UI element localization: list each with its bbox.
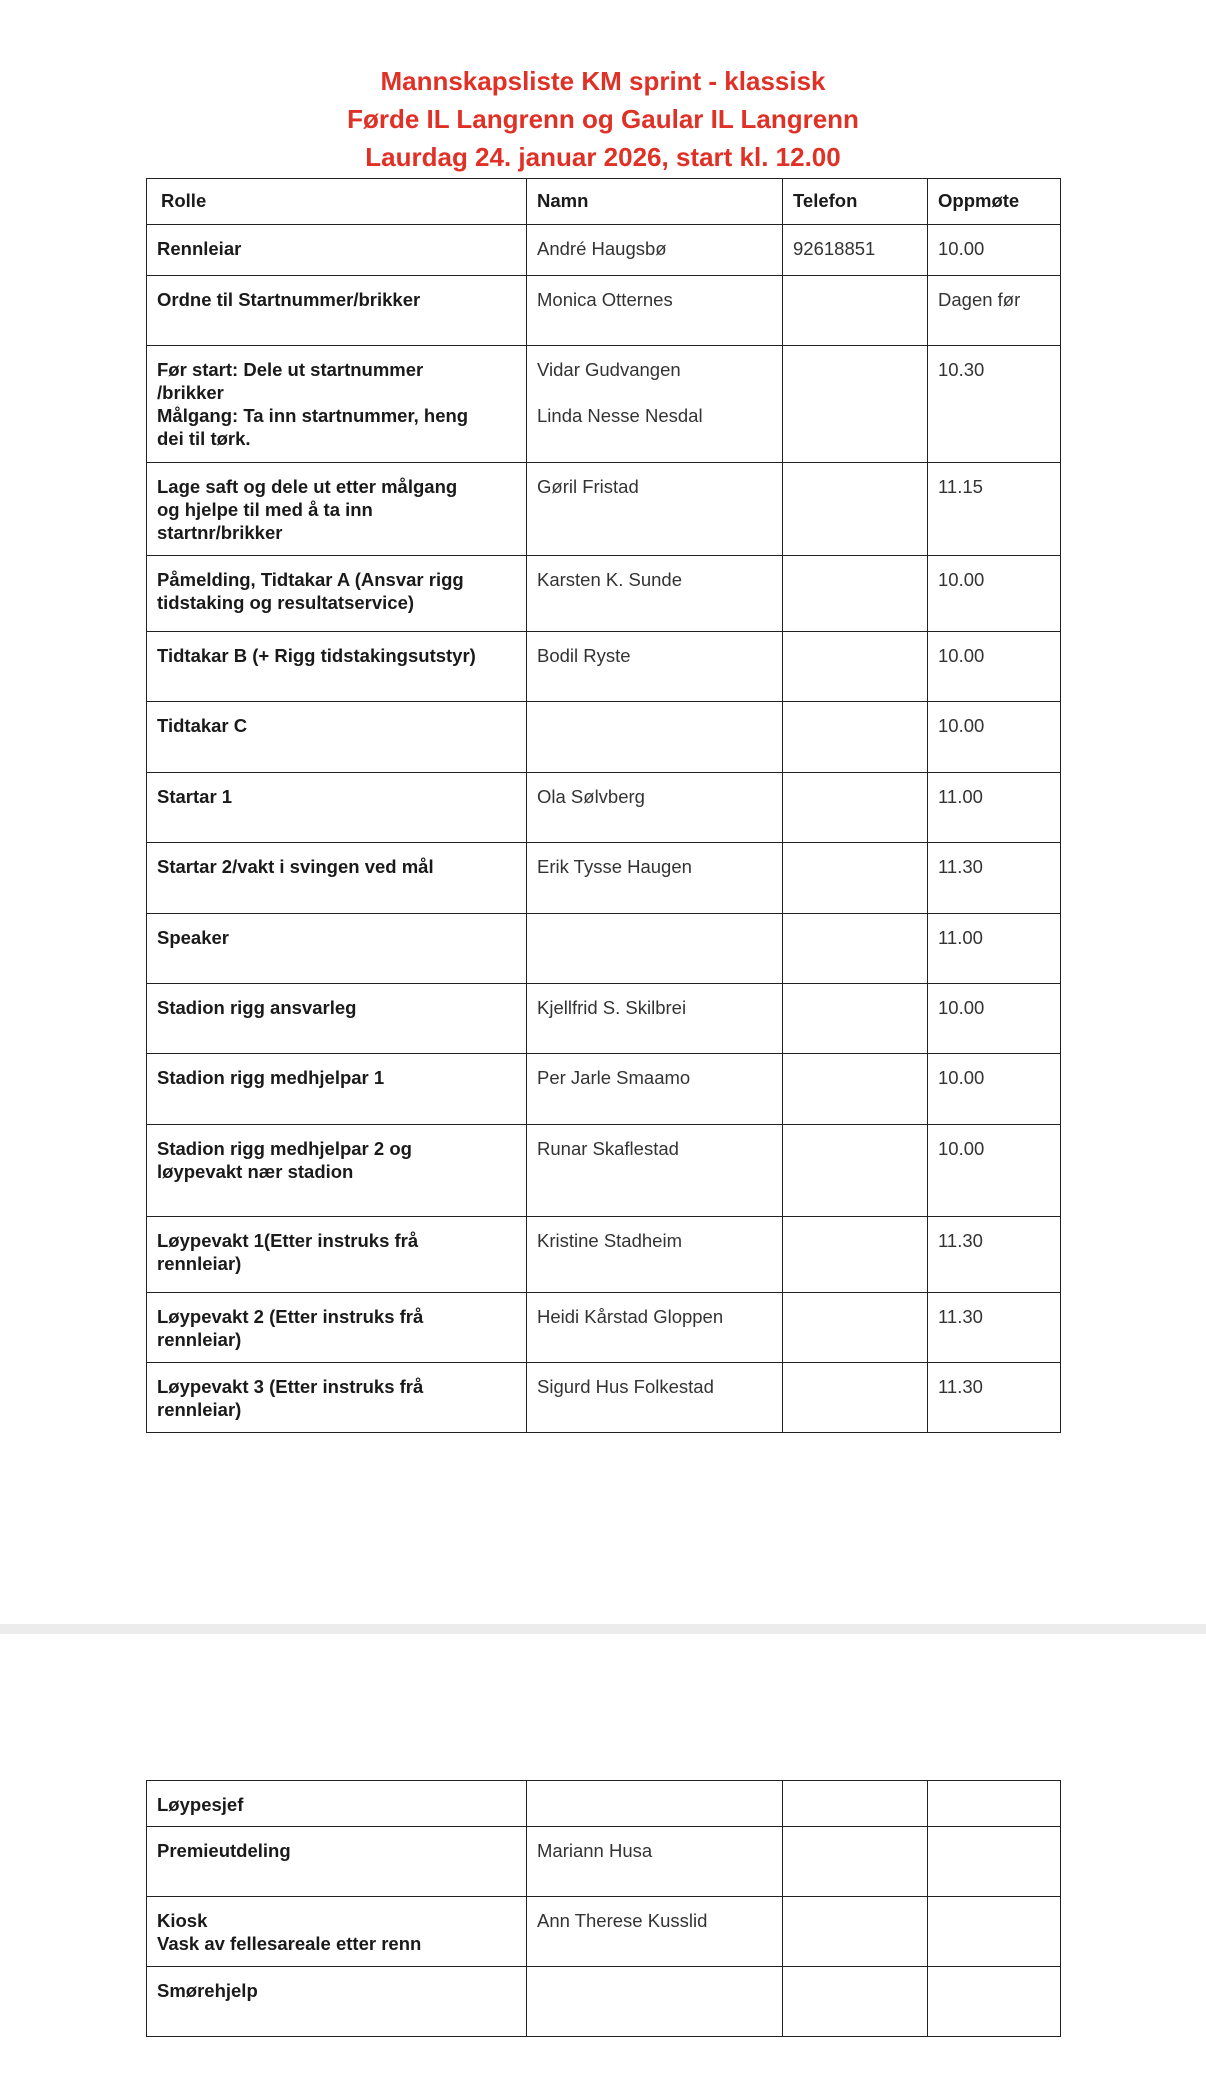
name-cell [527,1217,783,1293]
person-name: Karsten K. Sunde [537,569,683,590]
phone-cell [783,1781,928,1827]
role-cell: Rennleiar [147,225,527,276]
phone-cell [783,984,928,1054]
phone-cell [783,843,928,914]
table-row [147,556,1061,632]
table-row [147,463,1061,556]
phone-cell [783,914,928,984]
table-row [147,1363,1061,1433]
role-cell: Løypesjef [147,1781,527,1827]
table-row [147,914,1061,984]
name-cell [527,346,783,463]
attendance-cell [928,1781,1061,1827]
header-attendance: Oppmøte [928,179,1061,225]
attendance-cell: 10.00 [928,556,1061,632]
person-name: Kjellfrid S. Skilbrei [537,997,687,1018]
role-cell: Stadion rigg medhjelpar 1 [147,1054,527,1125]
crew-table [146,178,1061,1433]
role-cell: Tidtakar B (+ Rigg tidstakingsutstyr) [147,632,527,702]
name-cell [527,1363,783,1433]
attendance-cell: 11.00 [928,914,1061,984]
name-cell [527,1293,783,1363]
phone-cell [783,1293,928,1363]
title-line-event: Mannskapsliste KM sprint - klassisk [380,66,826,96]
role-cell: Smørehjelp [147,1967,527,2037]
role-cell: Speaker [147,914,527,984]
name-cell [527,463,783,556]
person-name: Vidar Gudvangen [537,359,681,380]
name-cell [527,276,783,346]
role-cell: Løypevakt 2 (Etter instruks frå rennleiar) [147,1293,527,1363]
table-row [147,1781,1061,1827]
phone-cell [783,1217,928,1293]
table-header-row [147,179,1061,225]
phone-cell [783,556,928,632]
crew-table-continued [146,1780,1061,2037]
table-row [147,225,1061,276]
attendance-cell: 10.00 [928,984,1061,1054]
role-cell: Stadion rigg ansvarleg [147,984,527,1054]
person-name: Linda Nesse Nesdal [537,405,703,426]
table-row [147,1217,1061,1293]
table-row [147,1967,1061,2037]
attendance-cell: 10.30 [928,346,1061,463]
role-cell: Startar 1 [147,773,527,843]
attendance-cell [928,1897,1061,1967]
attendance-cell: 10.00 [928,702,1061,773]
table-row [147,276,1061,346]
phone-cell [783,1054,928,1125]
phone-cell [783,632,928,702]
role-cell: Startar 2/vakt i svingen ved mål [147,843,527,914]
name-cell [527,632,783,702]
name-cell [527,1781,783,1827]
attendance-cell: 10.00 [928,1054,1061,1125]
table-row [147,632,1061,702]
table-row [147,1293,1061,1363]
attendance-cell: 11.30 [928,843,1061,914]
phone-cell [783,1827,928,1897]
header-name: Namn [527,179,783,225]
attendance-cell: 11.30 [928,1363,1061,1433]
name-cell [527,843,783,914]
person-name: Ola Sølvberg [537,786,645,807]
person-name: Monica Otternes [537,289,673,310]
attendance-cell: 11.30 [928,1293,1061,1363]
phone-cell [783,1363,928,1433]
header-role: Rolle [147,179,527,225]
role-cell: Løypevakt 3 (Etter instruks frå rennleiar) [147,1363,527,1433]
page-separator [0,1624,1206,1634]
phone-cell [783,346,928,463]
phone-cell [783,1897,928,1967]
table-row [147,843,1061,914]
role-cell: Ordne til Startnummer/brikker [147,276,527,346]
person-name: Per Jarle Smaamo [537,1067,691,1088]
person-name: André Haugsbø [537,238,667,259]
table-row [147,346,1061,463]
person-name: Kristine Stadheim [537,1230,682,1251]
attendance-cell: 11.30 [928,1217,1061,1293]
phone-cell: 92618851 [783,225,928,276]
attendance-cell: 11.00 [928,773,1061,843]
name-cell: Mariann Husa [527,1827,783,1897]
phone-cell [783,276,928,346]
name-cell [527,1125,783,1217]
name-cell [527,773,783,843]
attendance-cell [928,1827,1061,1897]
title-line-clubs: Førde IL Langrenn og Gaular IL Langrenn [347,104,859,134]
role-cell: Løypevakt 1(Etter instruks frå rennleiar) [147,1217,527,1293]
table-row [147,702,1061,773]
table-row [147,984,1061,1054]
table-row [147,1125,1061,1217]
person-name: Sigurd Hus Folkestad [537,1376,714,1397]
table-row [147,773,1061,843]
phone-cell [783,773,928,843]
table-row [147,1827,1061,1897]
person-name: Heidi Kårstad Gloppen [537,1306,724,1327]
table-row [147,1054,1061,1125]
name-cell [527,1967,783,2037]
attendance-cell: 10.00 [928,632,1061,702]
attendance-cell [928,1967,1061,2037]
name-cell [527,914,783,984]
name-cell [527,702,783,773]
phone-cell [783,1967,928,2037]
attendance-cell: 11.15 [928,463,1061,556]
person-name: Bodil Ryste [537,645,631,666]
name-cell [527,556,783,632]
role-cell: Lage saft og dele ut etter målgang og hjelpe til med å ta inn startnr/brikker [147,463,527,556]
role-cell: Premieutdeling [147,1827,527,1897]
person-name: Runar Skaflestad [537,1138,679,1159]
attendance-cell: 10.00 [928,1125,1061,1217]
phone-cell [783,1125,928,1217]
attendance-cell: 10.00 [928,225,1061,276]
document-title [0,62,1206,176]
title-line-date: Laurdag 24. januar 2026, start kl. 12.00 [365,142,841,172]
role-cell: Tidtakar C [147,702,527,773]
person-name: Gøril Fristad [537,476,639,497]
name-cell [527,1054,783,1125]
role-cell: Påmelding, Tidtakar A (Ansvar rigg tidstaking og resultatservice) [147,556,527,632]
person-name: Erik Tysse Haugen [537,856,692,877]
phone-cell [783,463,928,556]
role-cell: Stadion rigg medhjelpar 2 og løypevakt nær stadion [147,1125,527,1217]
header-phone: Telefon [783,179,928,225]
phone-cell [783,702,928,773]
name-cell [527,984,783,1054]
role-cell: Kiosk Vask av fellesareale etter renn [147,1897,527,1967]
name-cell [527,225,783,276]
role-cell: Før start: Dele ut startnummer /brikker Målgang: Ta inn startnummer, heng dei til tørk. [147,346,527,463]
table-row [147,1897,1061,1967]
name-cell: Ann Therese Kusslid [527,1897,783,1967]
attendance-cell: Dagen før [928,276,1061,346]
